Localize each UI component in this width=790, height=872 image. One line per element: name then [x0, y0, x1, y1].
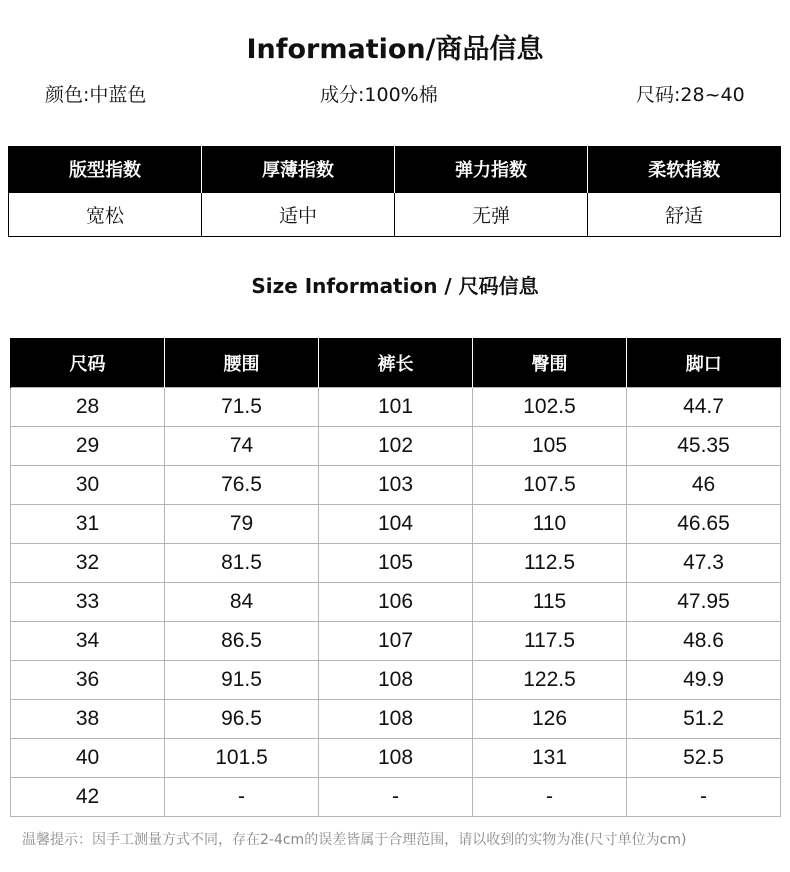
length-cell: 107 [319, 622, 473, 661]
fit-index-value-row [9, 193, 781, 237]
fit-index-header-row [9, 146, 781, 193]
composition-attribute: 成分:100%棉 [320, 84, 438, 106]
size-cell: 33 [11, 583, 165, 622]
hip-cell: 105 [473, 427, 627, 466]
hip-cell: 107.5 [473, 466, 627, 505]
size-cell: 30 [11, 466, 165, 505]
leg-opening-cell: 47.95 [627, 583, 781, 622]
table-row [11, 739, 781, 778]
length-cell: - [319, 778, 473, 817]
length-cell: 104 [319, 505, 473, 544]
waist-cell: 101.5 [165, 739, 319, 778]
leg-opening-cell: 46 [627, 466, 781, 505]
table-row [11, 466, 781, 505]
hip-cell: 110 [473, 505, 627, 544]
length-cell: 108 [319, 661, 473, 700]
header-size: 尺码 [11, 338, 165, 388]
table-row [11, 661, 781, 700]
size-section-title: Size Information / 尺码信息 [251, 274, 539, 298]
table-row [11, 427, 781, 466]
table-row [11, 622, 781, 661]
size-cell: 34 [11, 622, 165, 661]
size-cell: 40 [11, 739, 165, 778]
size-cell: 28 [11, 388, 165, 427]
leg-opening-cell: 49.9 [627, 661, 781, 700]
leg-opening-cell: 44.7 [627, 388, 781, 427]
hip-cell: 122.5 [473, 661, 627, 700]
size-cell: 36 [11, 661, 165, 700]
leg-opening-cell: - [627, 778, 781, 817]
table-row [11, 583, 781, 622]
length-cell: 102 [319, 427, 473, 466]
value-thickness-index: 适中 [202, 193, 395, 237]
leg-opening-cell: 47.3 [627, 544, 781, 583]
value-softness-index: 舒适 [588, 193, 781, 237]
length-cell: 108 [319, 739, 473, 778]
length-cell: 103 [319, 466, 473, 505]
header-waist: 腰围 [165, 338, 319, 388]
table-row [11, 388, 781, 427]
value-elasticity-index: 无弹 [395, 193, 588, 237]
hip-cell: 117.5 [473, 622, 627, 661]
fit-index-table [8, 146, 781, 237]
header-softness-index: 柔软指数 [588, 146, 781, 193]
size-cell: 38 [11, 700, 165, 739]
table-row [11, 700, 781, 739]
page-title: Information/商品信息 [246, 34, 544, 65]
waist-cell: 74 [165, 427, 319, 466]
hip-cell: 115 [473, 583, 627, 622]
table-row [11, 778, 781, 817]
waist-cell: 71.5 [165, 388, 319, 427]
size-cell: 31 [11, 505, 165, 544]
length-cell: 101 [319, 388, 473, 427]
leg-opening-cell: 48.6 [627, 622, 781, 661]
waist-cell: 86.5 [165, 622, 319, 661]
color-attribute: 颜色:中蓝色 [45, 84, 147, 106]
size-cell: 32 [11, 544, 165, 583]
hip-cell: 126 [473, 700, 627, 739]
waist-cell: - [165, 778, 319, 817]
waist-cell: 96.5 [165, 700, 319, 739]
hip-cell: 102.5 [473, 388, 627, 427]
header-elasticity-index: 弹力指数 [395, 146, 588, 193]
hip-cell: 131 [473, 739, 627, 778]
waist-cell: 84 [165, 583, 319, 622]
leg-opening-cell: 46.65 [627, 505, 781, 544]
size-range-attribute: 尺码:28~40 [636, 84, 745, 106]
leg-opening-cell: 51.2 [627, 700, 781, 739]
value-fit-index: 宽松 [9, 193, 202, 237]
size-chart-table [10, 338, 781, 817]
waist-cell: 76.5 [165, 466, 319, 505]
table-row [11, 544, 781, 583]
size-chart-header-row [11, 338, 781, 388]
length-cell: 105 [319, 544, 473, 583]
header-thickness-index: 厚薄指数 [202, 146, 395, 193]
waist-cell: 81.5 [165, 544, 319, 583]
length-cell: 108 [319, 700, 473, 739]
header-fit-index: 版型指数 [9, 146, 202, 193]
header-length: 裤长 [319, 338, 473, 388]
waist-cell: 91.5 [165, 661, 319, 700]
size-cell: 42 [11, 778, 165, 817]
length-cell: 106 [319, 583, 473, 622]
hip-cell: 112.5 [473, 544, 627, 583]
header-hip: 臀围 [473, 338, 627, 388]
header-leg-opening: 脚口 [627, 338, 781, 388]
hip-cell: - [473, 778, 627, 817]
leg-opening-cell: 45.35 [627, 427, 781, 466]
table-row [11, 505, 781, 544]
waist-cell: 79 [165, 505, 319, 544]
size-cell: 29 [11, 427, 165, 466]
measurement-note: 温馨提示：因手工测量方式不同，存在2-4cm的误差皆属于合理范围，请以收到的实物为准(尺寸单位为cm) [22, 832, 687, 848]
leg-opening-cell: 52.5 [627, 739, 781, 778]
